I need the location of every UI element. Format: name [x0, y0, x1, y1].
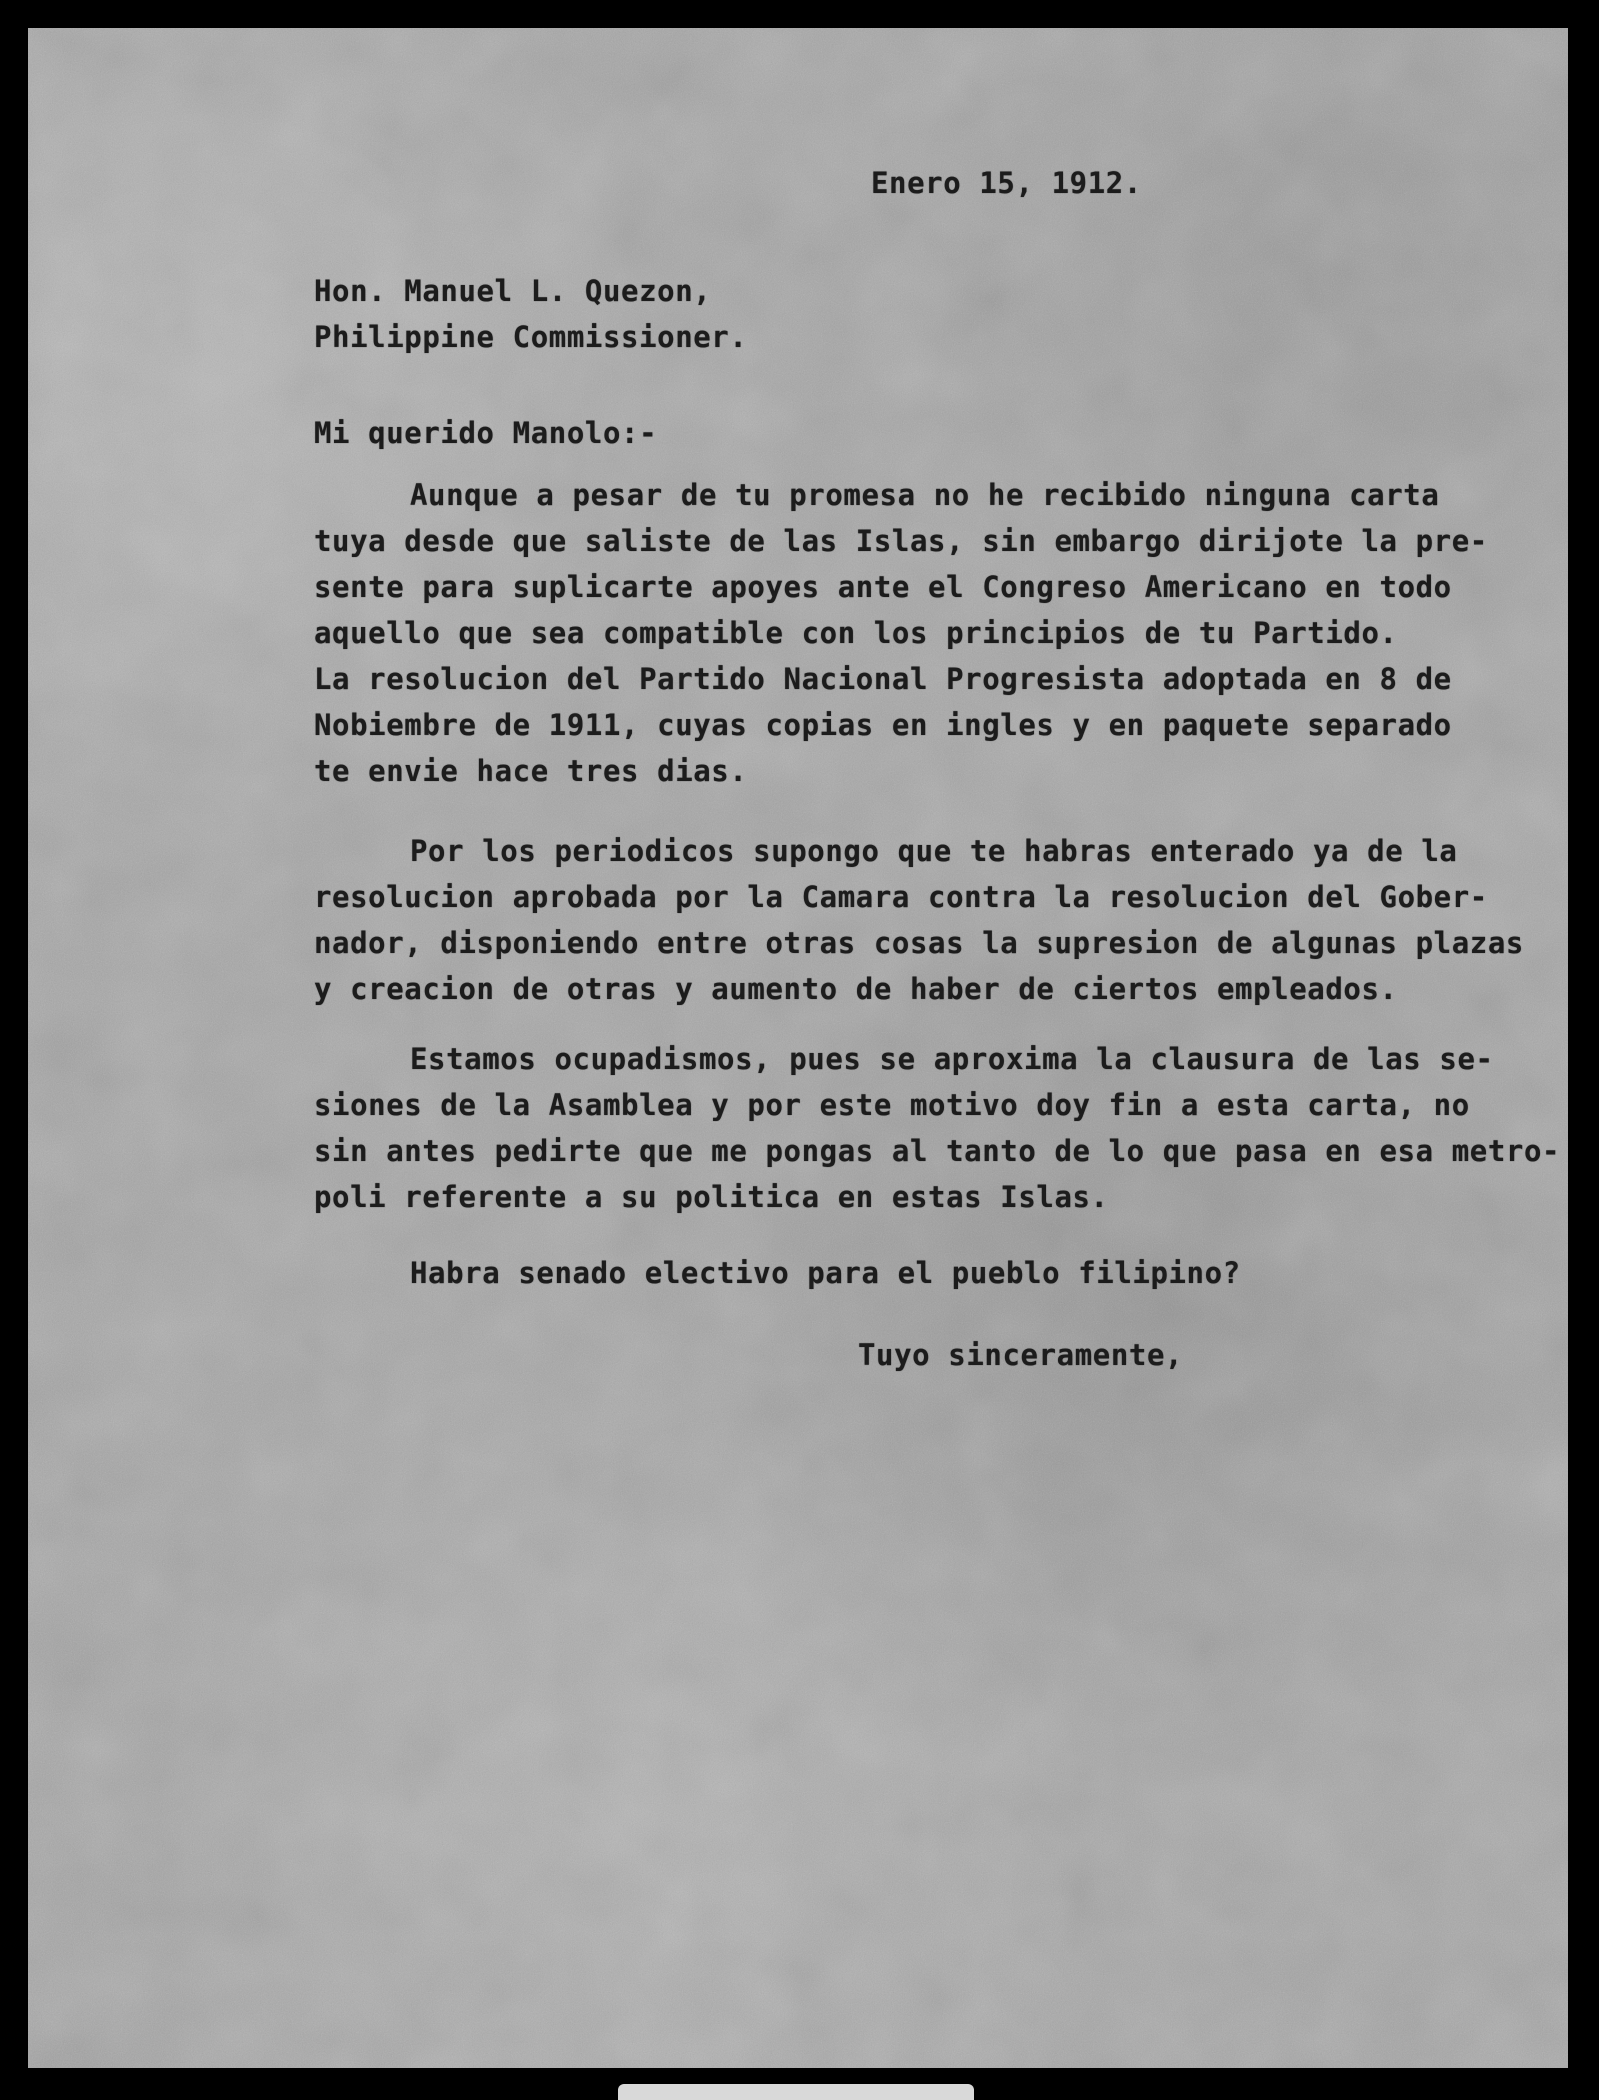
letter-page: [28, 28, 1568, 2068]
paragraph-2-line: y creacion de otras y aumento de haber de ciertos empleados.: [314, 972, 1398, 1006]
salutation: Mi querido Manolo:-: [314, 416, 658, 450]
question-line: Habra senado electivo para el pueblo filipino?: [410, 1256, 1241, 1290]
recipient-name: Hon. Manuel L. Quezon,: [314, 274, 712, 308]
paragraph-3-line: siones de la Asamblea y por este motivo doy fin a esta carta, no: [314, 1088, 1470, 1122]
paragraph-2-line: nador, disponiendo entre otras cosas la supresion de algunas plazas: [314, 926, 1524, 960]
paragraph-1-line: La resolucion del Partido Nacional Progresista adoptada en 8 de: [314, 662, 1452, 696]
paragraph-1-line: Nobiembre de 1911, cuyas copias en ingles y en paquete separado: [314, 708, 1452, 742]
paragraph-1-line: Aunque a pesar de tu promesa no he recibido ninguna carta: [410, 478, 1440, 512]
paragraph-2-line: resolucion aprobada por la Camara contra la resolucion del Gober-: [314, 880, 1488, 914]
paragraph-1-line: sente para suplicarte apoyes ante el Congreso Americano en todo: [314, 570, 1452, 604]
paragraph-2-line: Por los periodicos supongo que te habras enterado ya de la: [410, 834, 1458, 868]
paragraph-3-line: sin antes pedirte que me pongas al tanto de lo que pasa en esa metro-: [314, 1134, 1561, 1168]
paragraph-1-line: aquello que sea compatible con los principios de tu Partido.: [314, 616, 1398, 650]
paragraph-1-line: tuya desde que saliste de las Islas, sin embargo dirijote la pre-: [314, 524, 1488, 558]
scan-edge-tab: [618, 2084, 974, 2100]
paragraph-1-line: te envie hace tres dias.: [314, 754, 748, 788]
letter-date: Enero 15, 1912.: [871, 166, 1142, 200]
paragraph-3-line: Estamos ocupadismos, pues se aproxima la clausura de las se-: [410, 1042, 1494, 1076]
paragraph-3-line: poli referente a su politica en estas Islas.: [314, 1180, 1109, 1214]
closing: Tuyo sinceramente,: [858, 1338, 1184, 1372]
recipient-title: Philippine Commissioner.: [314, 320, 748, 354]
